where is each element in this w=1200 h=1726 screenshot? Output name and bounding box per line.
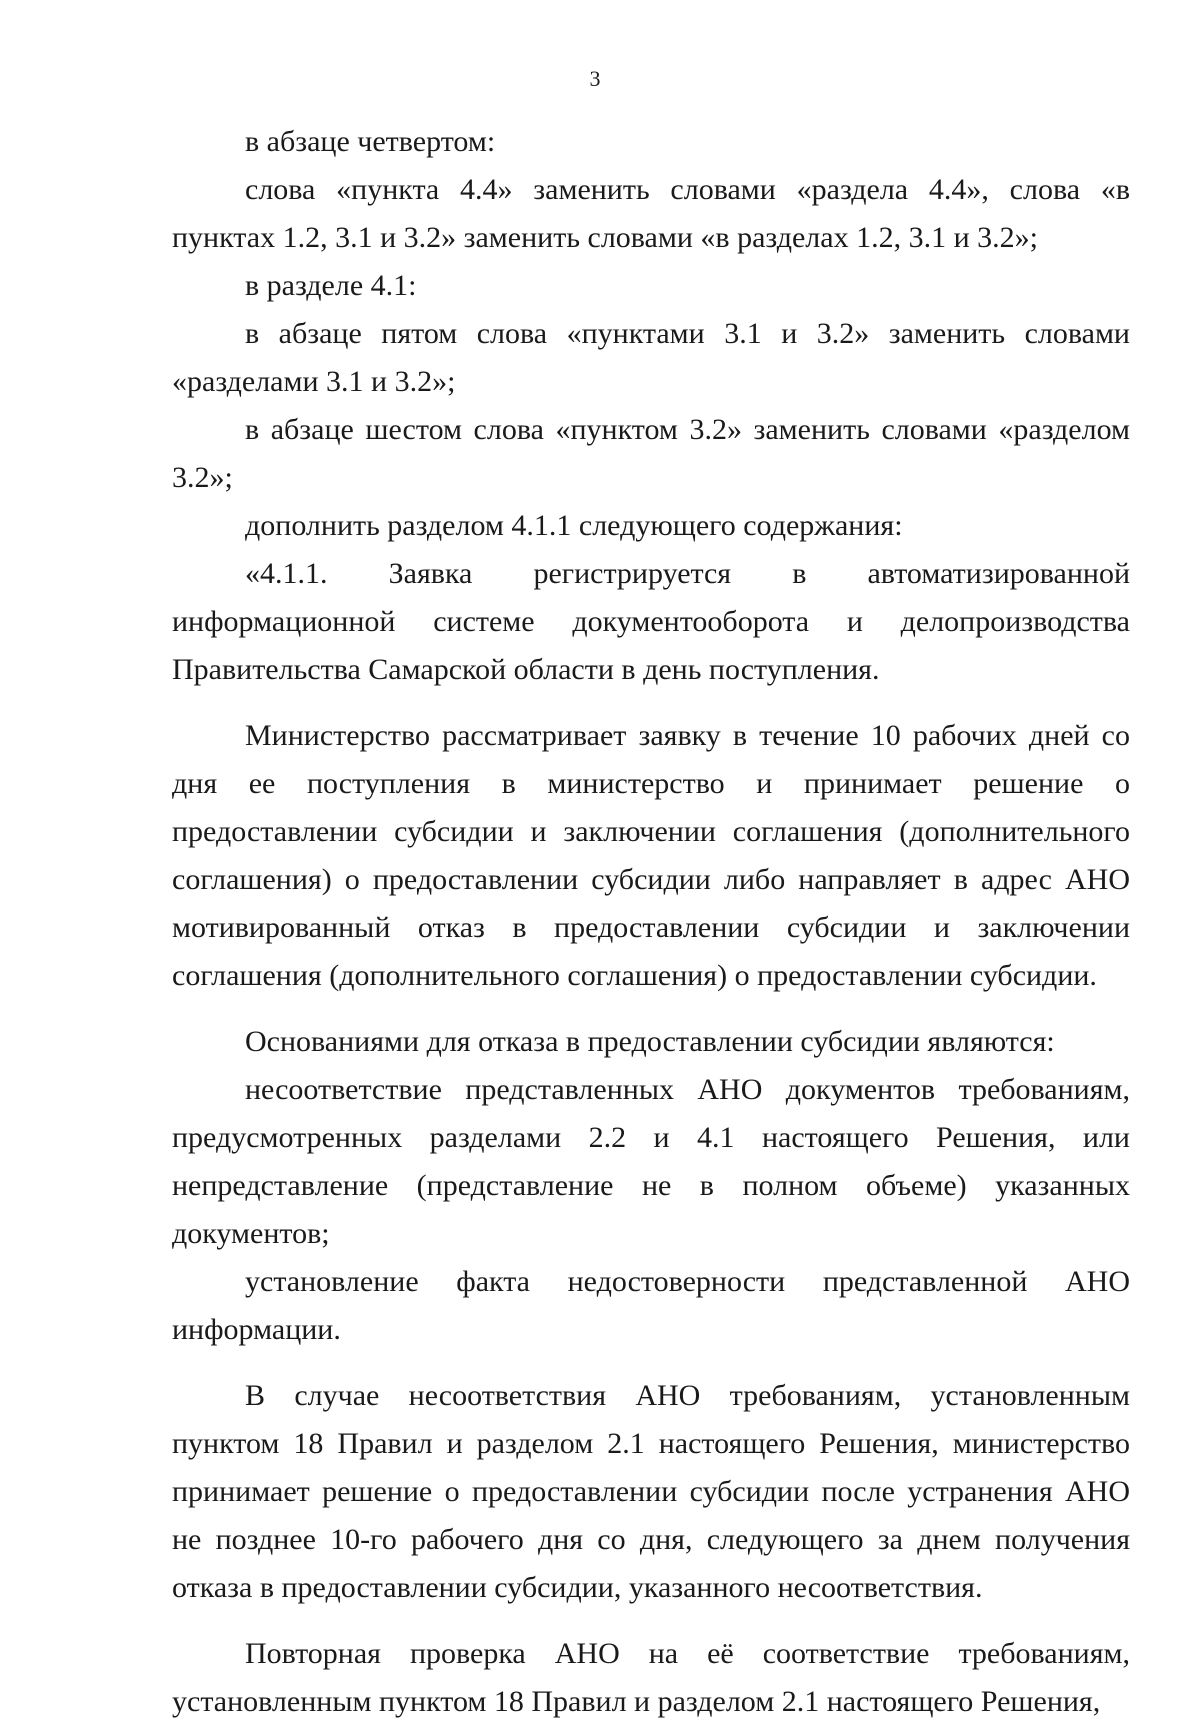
paragraph: Повторная проверка АНО на её соответствие требованиям, установленным пунктом 18 Правил и разделом 2.1 настоящего Решения, — [172, 1637, 1130, 1718]
paragraph: в абзаце четвертом: — [245, 125, 496, 158]
paragraph: Министерство рассматривает заявку в течение 10 рабочих дней со дня ее поступления в министерство и принимает решение о предоставлении субсидии и заключении соглашения (дополнительного соглашения) о предоставлении субсидии либо направляет в адрес АНО мотивированный отказ в предоставлении субсидии и заключении соглашения (дополнительного соглашения) о предоставлении субсидии. — [172, 719, 1130, 992]
paragraph: в разделе 4.1: — [245, 269, 417, 302]
paragraph: в абзаце пятом слова «пунктами 3.1 и 3.2» заменить словами «разделами 3.1 и 3.2»; — [172, 317, 1130, 398]
paragraph: несоответствие представленных АНО документов требованиям, предусмотренных разделами 2.2 и 4.1 настоящего Решения, или непредставление (представление не в полном объеме) указанных документов; — [172, 1073, 1130, 1250]
paragraph: установление факта недостоверности представленной АНО информации. — [172, 1265, 1130, 1346]
paragraph: Основаниями для отказа в предоставлении субсидии являются: — [245, 1025, 1055, 1058]
paragraph: В случае несоответствия АНО требованиям, установленным пунктом 18 Правил и разделом 2.1 настоящего Решения, министерство принимает решение о предоставлении субсидии после устранения АНО не позднее 10-го рабочего дня со дня, следующего за днем получения отказа в предоставлении субсидии, указанного несоответствия. — [172, 1379, 1130, 1604]
paragraph: слова «пункта 4.4» заменить словами «раздела 4.4», слова «в пунктах 1.2, 3.1 и 3.2» заменить словами «в разделах 1.2, 3.1 и 3.2»; — [172, 173, 1130, 254]
paragraph: в абзаце шестом слова «пунктом 3.2» заменить словами «разделом 3.2»; — [172, 413, 1130, 494]
paragraph: дополнить разделом 4.1.1 следующего содержания: — [245, 509, 903, 542]
document-body — [172, 118, 1130, 1726]
page-number: 3 — [589, 66, 601, 91]
paragraph: «4.1.1. Заявка регистрируется в автоматизированной информационной системе документооборота и делопроизводства Правительства Самарской области в день поступления. — [172, 557, 1130, 686]
